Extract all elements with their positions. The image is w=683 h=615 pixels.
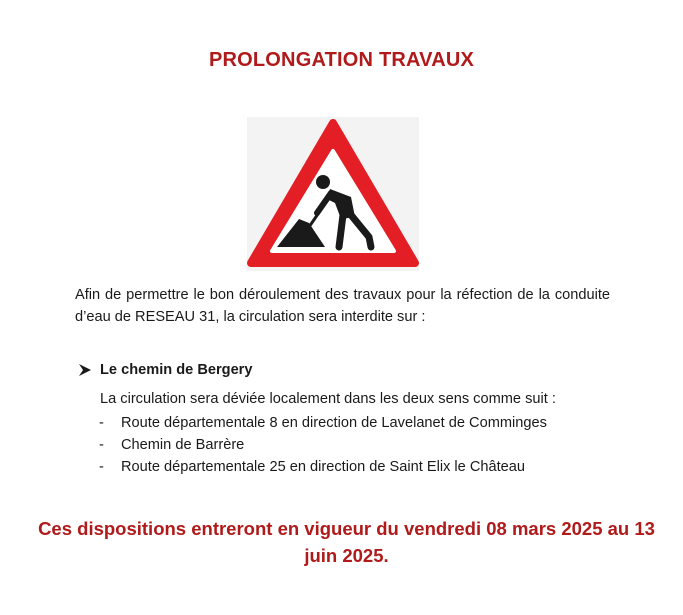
list-dash: - xyxy=(99,459,104,475)
list-dash: - xyxy=(99,437,104,453)
detour-intro: La circulation sera déviée localement dans les deux sens comme suit : xyxy=(100,391,556,407)
list-item-text: Route départementale 25 en direction de Saint Elix le Château xyxy=(121,459,526,475)
intro-paragraph: Afin de permettre le bon déroulement des travaux pour la réfection de la conduite d’eau de RESEAU 31, la circulation sera interdite sur : xyxy=(75,287,610,325)
list-item xyxy=(99,434,547,456)
arrowhead-bullet-icon xyxy=(78,363,92,377)
list-dash: - xyxy=(99,415,104,431)
list-item xyxy=(99,456,547,478)
list-item xyxy=(99,412,547,434)
worker-head xyxy=(316,175,330,189)
effective-dates-notice: Ces dispositions entreront en vigueur du vendredi 08 mars 2025 au 13 juin 2025. xyxy=(38,518,655,566)
list-item-text: Route départementale 8 en direction de Lavelanet de Comminges xyxy=(121,415,547,431)
list-item-text: Chemin de Barrère xyxy=(121,437,245,453)
road-name: Le chemin de Bergery xyxy=(100,362,253,378)
roadworks-warning-sign-icon xyxy=(247,117,419,271)
worker-leg-front xyxy=(339,215,343,247)
road-closure-item xyxy=(78,362,252,378)
detour-list xyxy=(99,412,547,478)
page-title: PROLONGATION TRAVAUX xyxy=(208,49,475,71)
